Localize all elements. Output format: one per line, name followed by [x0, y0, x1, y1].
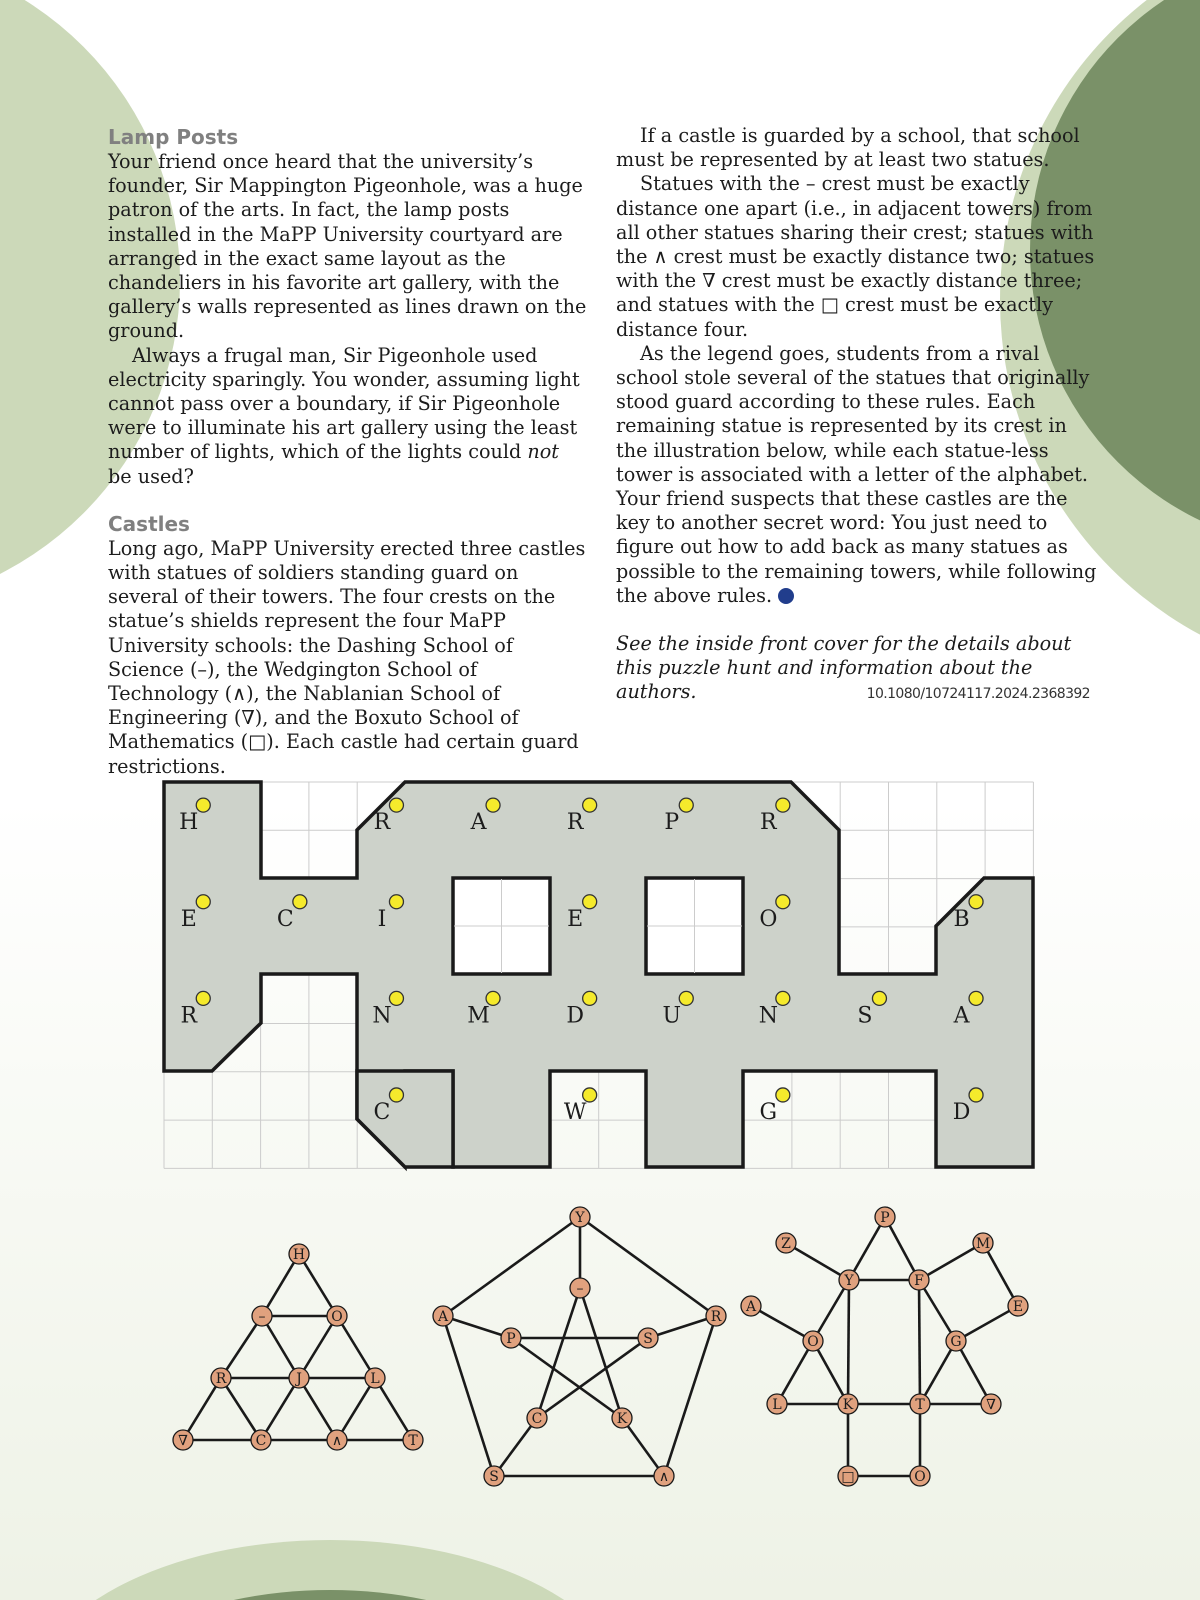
- tower-node: [1008, 1296, 1028, 1316]
- tower-node: [776, 1233, 796, 1253]
- lamp-light-icon: [293, 895, 307, 909]
- art-gallery-diagram: [164, 782, 1033, 1168]
- graph-edge: [221, 1378, 261, 1440]
- gallery-cell-letter: R: [566, 810, 584, 836]
- graph-edges: [443, 1217, 716, 1476]
- graph-edge: [262, 1254, 299, 1316]
- tower-node: [365, 1368, 385, 1388]
- tower-node: [251, 1430, 271, 1450]
- graph-edge: [885, 1217, 919, 1280]
- tower-node: [654, 1466, 674, 1486]
- graph-edge: [580, 1217, 716, 1316]
- graph-edge: [664, 1316, 716, 1476]
- tower-node: [946, 1331, 966, 1351]
- tower-label: M: [975, 1236, 991, 1252]
- gallery-cell-letter: O: [759, 906, 778, 932]
- graph-edge: [262, 1316, 299, 1378]
- tower-node: [838, 1466, 858, 1486]
- gallery-cell-letter: A: [470, 810, 487, 836]
- tower-label: C: [531, 1411, 543, 1427]
- tower-label: R: [215, 1371, 227, 1387]
- gallery-cell-letter: R: [373, 810, 391, 836]
- tower-label: T: [915, 1397, 925, 1413]
- tower-label: K: [616, 1411, 628, 1427]
- tower-label: P: [506, 1331, 516, 1347]
- tower-label: ∇: [986, 1397, 996, 1413]
- lamp-light-icon: [969, 895, 983, 909]
- lamp-posts-heading: Lamp Posts: [108, 125, 239, 149]
- castles-paragraph-2: If a castle is guarded by a school, that school must be represented by at least two statues.: [616, 124, 1080, 172]
- lamp-light-icon: [969, 991, 983, 1005]
- gallery-cell-letter: C: [276, 906, 294, 932]
- tower-label: G: [950, 1334, 962, 1350]
- lamp-light-icon: [583, 798, 597, 812]
- lamp-light-icon: [776, 991, 790, 1005]
- tower-label: R: [710, 1309, 722, 1325]
- graph-edge: [443, 1217, 580, 1316]
- graph-edge: [848, 1280, 849, 1404]
- tower-node: [909, 1270, 929, 1290]
- gallery-cell-letter: E: [180, 906, 197, 932]
- tower-node: [252, 1306, 272, 1326]
- graph-edge: [919, 1243, 983, 1280]
- tower-node: [638, 1328, 658, 1348]
- gallery-cell-letter: S: [857, 1003, 873, 1029]
- tower-label: H: [292, 1247, 306, 1263]
- gallery-floor-fix: [357, 1071, 453, 1167]
- tower-node: [741, 1296, 761, 1316]
- graph-edge: [648, 1316, 716, 1338]
- gallery-cell-letter: U: [662, 1003, 682, 1029]
- lamp-light-icon: [583, 991, 597, 1005]
- tower-node: [706, 1306, 726, 1326]
- tower-node: [875, 1207, 895, 1227]
- tower-node: [211, 1368, 231, 1388]
- tower-label: P: [880, 1210, 890, 1226]
- tower-label: S: [643, 1331, 653, 1347]
- tower-label: L: [772, 1397, 782, 1413]
- tower-label: –: [258, 1309, 266, 1325]
- gallery-cell-letter: D: [952, 1099, 971, 1125]
- lamp-light-icon: [196, 798, 210, 812]
- gallery-cell: [564, 1088, 597, 1125]
- lamp-light-icon: [969, 1088, 983, 1102]
- tower-node: [527, 1408, 547, 1428]
- graph-edge: [537, 1288, 580, 1418]
- castle-3-graph: [741, 1207, 1028, 1486]
- tower-node: [838, 1394, 858, 1414]
- tower-label: ∇: [178, 1433, 188, 1449]
- tower-node: [570, 1278, 590, 1298]
- castle-1-graph: [173, 1244, 423, 1450]
- lamp-light-icon: [389, 895, 403, 909]
- tower-label: –: [576, 1281, 584, 1297]
- graph-edge: [537, 1338, 648, 1418]
- lamp-light-icon: [486, 798, 500, 812]
- lamp-light-icon: [776, 895, 790, 909]
- graph-edge: [443, 1316, 494, 1476]
- tower-label: S: [489, 1469, 499, 1485]
- tower-label: O: [807, 1334, 819, 1350]
- gallery-cell-letter: N: [758, 1003, 778, 1029]
- graph-edges: [183, 1254, 413, 1440]
- graph-edge: [511, 1338, 622, 1418]
- tower-label: Y: [575, 1210, 585, 1226]
- graph-edge: [494, 1418, 537, 1476]
- gallery-cell-letter: D: [566, 1003, 584, 1029]
- tower-node: [973, 1233, 993, 1253]
- lamp-light-icon: [486, 991, 500, 1005]
- tower-node: [803, 1331, 823, 1351]
- lamp-light-icon: [583, 1088, 597, 1102]
- tower-label: C: [255, 1433, 267, 1449]
- tower-node: [767, 1394, 787, 1414]
- gallery-cell-letter: R: [760, 810, 777, 836]
- graph-edge: [777, 1341, 813, 1404]
- tower-label: Y: [844, 1273, 854, 1289]
- gallery-cell-letter: G: [759, 1099, 778, 1125]
- tower-node: [327, 1306, 347, 1326]
- lamp-light-icon: [389, 1088, 403, 1102]
- graph-edges: [751, 1217, 1018, 1476]
- graph-edge: [299, 1254, 337, 1316]
- graph-edge: [919, 1280, 956, 1341]
- castles-paragraph-4: As the legend goes, students from a rival school stole several of the statues that originally stood guard according to these rules. Each remaining statue is represented by its crest in the illustration below, while each statue-less tower is associated with a letter of the alphabet. Your friend suspects that these castles are the key to another secret word: You just need to figure out how to add back as many statues as possible to the remaining towers, while following the above rules.: [616, 341, 1097, 607]
- tower-label: ∧: [331, 1433, 343, 1449]
- tower-label: ∧: [658, 1469, 670, 1485]
- tower-node: [570, 1207, 590, 1227]
- graph-edge: [261, 1378, 299, 1440]
- tower-node: [501, 1328, 521, 1348]
- lamp-light-icon: [196, 991, 210, 1005]
- gallery-cell-letter: R: [180, 1003, 198, 1029]
- tower-node: [910, 1466, 930, 1486]
- lamp-light-icon: [776, 798, 790, 812]
- graph-edge: [919, 1280, 920, 1404]
- lamp-light-icon: [872, 991, 886, 1005]
- graph-edge: [299, 1378, 337, 1440]
- tower-label: A: [745, 1299, 757, 1315]
- gallery-cell-letter: I: [377, 906, 387, 932]
- castle-2-graph: [433, 1207, 726, 1486]
- graph-edge: [337, 1316, 375, 1378]
- castles-heading: Castles: [108, 511, 190, 536]
- lamp-posts-paragraph-1: Your friend once heard that the university’s founder, Sir Mappington Pigeonhole, was a huge patron of the arts. In fact, the lamp posts installed in the MaPP University courtyard are arranged in the exact same layout as the chandeliers in his favorite art gallery, with the gallery’s walls represented as lines drawn on the ground.: [108, 150, 587, 343]
- lamp-light-icon: [389, 991, 403, 1005]
- tower-node: [981, 1394, 1001, 1414]
- graph-edge: [786, 1243, 849, 1280]
- tower-label: J: [296, 1371, 302, 1387]
- gallery-cell-letter: W: [563, 1099, 587, 1125]
- gallery-cell-letter: C: [373, 1099, 391, 1125]
- lamp-light-icon: [679, 991, 693, 1005]
- graph-nodes: [741, 1207, 1028, 1486]
- castles-paragraph-1: Long ago, MaPP University erected three castles with statues of soldiers standing guard on several of their towers. The four crests on the statue’s shields represent the four MaPP University schools: the Dashing School of Science (–), the Wedgington School of Technology (∧), the Nablanian School of Engineering (∇), and the Boxuto School of Mathematics (□). Each castle had certain guard restrictions.: [108, 536, 586, 778]
- graph-edge: [849, 1217, 885, 1280]
- graph-edge: [956, 1341, 991, 1404]
- tower-node: [289, 1368, 309, 1388]
- gallery-cell-letter: N: [372, 1003, 392, 1029]
- tower-label: O: [331, 1309, 343, 1325]
- graph-edge: [751, 1306, 813, 1341]
- graph-nodes: [173, 1244, 423, 1450]
- tower-label: A: [437, 1309, 449, 1325]
- graph-edge: [299, 1316, 337, 1378]
- tower-node: [173, 1430, 193, 1450]
- tower-label: E: [1012, 1299, 1024, 1315]
- tower-label: K: [842, 1397, 854, 1413]
- graph-edge: [337, 1378, 375, 1440]
- doi: 10.1080/10724117.2024.2368392: [866, 686, 1090, 702]
- gallery-cell: [760, 1088, 790, 1125]
- graph-edge: [983, 1243, 1018, 1306]
- tower-label: L: [370, 1371, 380, 1387]
- tower-node: [433, 1306, 453, 1326]
- tower-node: [910, 1394, 930, 1414]
- graph-edge: [956, 1306, 1018, 1341]
- lamp-light-icon: [679, 798, 693, 812]
- castles-paragraph-3: Statues with the – crest must be exactly distance one apart (i.e., in adjacent towers) from all other statues sharing their crest; statues with the ∧ crest must be exactly distance two; statues with the ∇ crest must be exactly distance three; and statues with the □ crest must be exactly distance four.: [616, 172, 1095, 341]
- graph-edge: [920, 1341, 956, 1404]
- tower-label: F: [914, 1273, 924, 1289]
- gallery-cell-letter: H: [179, 810, 199, 836]
- graph-edge: [183, 1378, 221, 1440]
- gallery-cell-letter: P: [664, 810, 680, 836]
- tower-node: [327, 1430, 347, 1450]
- tower-node: [612, 1408, 632, 1428]
- tower-label: □: [841, 1469, 855, 1485]
- graph-edge: [375, 1378, 413, 1440]
- graph-edge: [443, 1316, 511, 1338]
- lamp-light-icon: [583, 895, 597, 909]
- tower-label: O: [914, 1469, 926, 1485]
- tower-label: Z: [781, 1236, 791, 1252]
- lamp-posts-paragraph-2: Always a frugal man, Sir Pigeonhole used electricity sparingly. You wonder, assuming light cannot pass over a boundary, if Sir Pigeonhole were to illuminate his art gallery using the least number of lights, which of the lights could not be used?: [108, 343, 580, 488]
- graph-edge: [221, 1316, 262, 1378]
- gallery-cell-letter: M: [467, 1003, 490, 1029]
- lamp-light-icon: [196, 895, 210, 909]
- graph-edge: [580, 1288, 622, 1418]
- tower-node: [484, 1466, 504, 1486]
- graph-edge: [813, 1341, 848, 1404]
- graph-edge: [622, 1418, 664, 1476]
- gallery-cell-letter: E: [567, 906, 584, 932]
- puzzle-hunt-note: See the inside front cover for the details about this puzzle hunt and information about the authors.: [616, 632, 1072, 704]
- gallery-cell-letter: A: [953, 1003, 970, 1029]
- tower-node: [289, 1244, 309, 1264]
- tower-node: [839, 1270, 859, 1290]
- tower-label: T: [408, 1433, 418, 1449]
- lamp-light-icon: [389, 798, 403, 812]
- tower-node: [403, 1430, 423, 1450]
- lamp-light-icon: [776, 1088, 790, 1102]
- gallery-cell-letter: B: [953, 906, 970, 932]
